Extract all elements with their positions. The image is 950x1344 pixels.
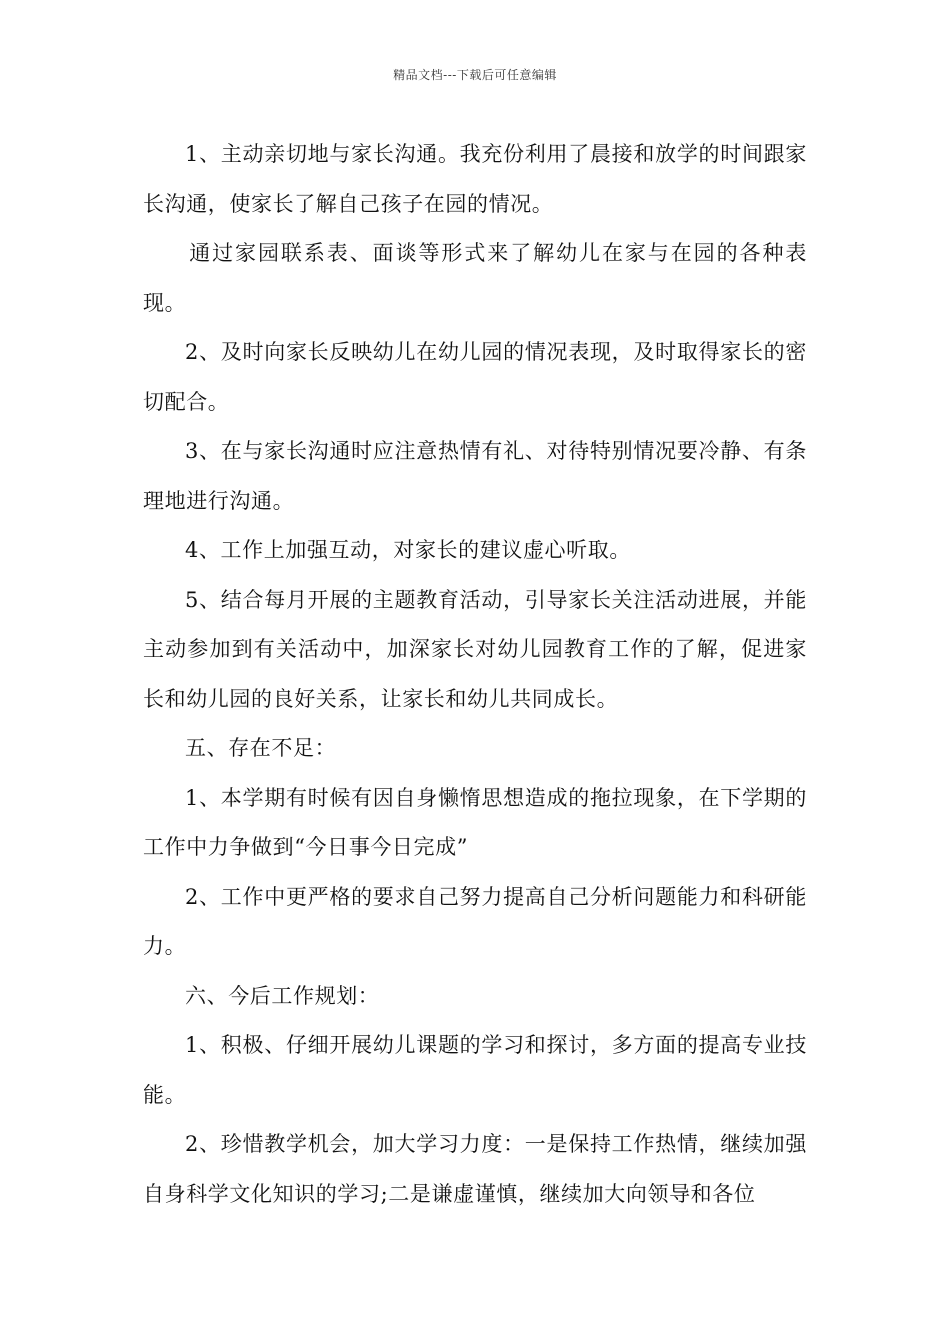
page-header: 精品文档---下载后可任意编辑: [393, 68, 557, 82]
paragraph-5: 4、工作上加强互动，对家长的建议虚心听取。: [185, 538, 631, 562]
paragraph-1: 1、主动亲切地与家长沟通。我充份利用了晨接和放学的时间跟家长沟通，使家长了解自己孩子在园的情况。: [143, 142, 807, 216]
paragraph-4: 3、在与家长沟通时应注意热情有礼、对待特别情况要冷静、有条理地进行沟通。: [143, 439, 807, 513]
paragraph-2: 通过家园联系表、面谈等形式来了解幼儿在家与在园的各种表现。: [143, 241, 807, 315]
paragraph-10: 2、珍惜教学机会，加大学习力度：一是保持工作热情，继续加强自身科学文化知识的学习;二是谦虚谨慎，继续加大向领导和各位: [143, 1132, 807, 1206]
document-body: [143, 130, 807, 1219]
paragraph-3: 2、及时向家长反映幼儿在幼儿园的情况表现，及时取得家长的密切配合。: [143, 340, 807, 414]
paragraph-8: 2、工作中更严格的要求自己努力提高自己分析问题能力和科研能力。: [143, 884, 807, 958]
paragraph-9: 1、积极、仔细开展幼儿课题的学习和探讨，多方面的提高专业技能。: [143, 1033, 807, 1107]
section-heading-6: 六、今后工作规划：: [185, 983, 380, 1008]
section-heading-5: 五、存在不足：: [185, 736, 337, 760]
paragraph-6: 5、结合每月开展的主题教育活动，引导家长关注活动进展，并能主动参加到有关活动中，加深家长对幼儿园教育工作的了解，促进家长和幼儿园的良好关系，让家长和幼儿共同成长。: [143, 587, 807, 711]
paragraph-7: 1、本学期有时候有因自身懒惰思想造成的拖拉现象，在下学期的工作中力争做到“今日事今日完成”: [143, 785, 807, 859]
